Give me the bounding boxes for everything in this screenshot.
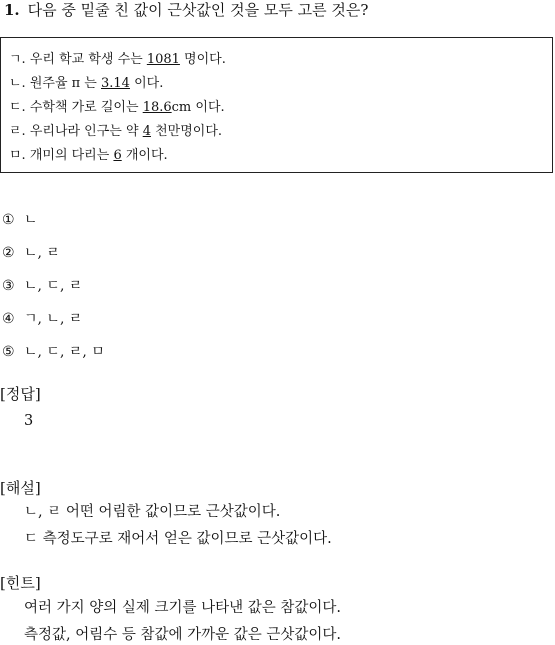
- choice-text: ㄴ, ㄹ: [24, 245, 60, 261]
- choice-option-3[interactable]: [2, 276, 82, 296]
- statement-item: [9, 99, 225, 117]
- statement-text: 이다.: [129, 76, 164, 91]
- hint-line: 측정값, 어림수 등 참값에 가까운 값은 근삿값이다.: [24, 627, 342, 643]
- underlined-value: 6: [113, 148, 122, 163]
- choice-mark: ①: [2, 212, 15, 228]
- explanation-line: ㄴ, ㄹ 어떤 어림한 값이므로 근삿값이다.: [24, 504, 281, 520]
- choice-mark: ④: [2, 311, 15, 327]
- answer-heading: [정답]: [0, 385, 41, 403]
- choice-mark: ②: [2, 245, 15, 261]
- underlined-value: 18.6: [142, 100, 172, 115]
- underlined-value: 3.14: [101, 76, 130, 91]
- statement-item: [9, 123, 222, 141]
- statement-text: ㅁ. 개미의 다리는: [9, 148, 114, 163]
- question-text: 다음 중 밑줄 친 값이 근삿값인 것을 모두 고른 것은?: [27, 1, 369, 19]
- statement-text: ㄴ. 원주율 π 는: [9, 76, 101, 91]
- choice-text: ㄴ, ㄷ, ㄹ, ㅁ: [24, 344, 105, 360]
- question-number: 1.: [4, 1, 20, 19]
- explanation-line: ㄷ 측정도구로 재어서 얻은 값이므로 근삿값이다.: [24, 531, 332, 547]
- statement-text: 명이다.: [179, 52, 226, 67]
- choice-text: ㄴ: [24, 212, 38, 228]
- choice-option-5[interactable]: [2, 342, 105, 362]
- hint-heading: [힌트]: [0, 574, 41, 592]
- choice-option-2[interactable]: [2, 243, 60, 263]
- choice-text: ㄱ, ㄴ, ㄹ: [24, 311, 83, 327]
- question-title: [4, 0, 368, 20]
- underlined-value: 4: [142, 124, 151, 139]
- statement-text: 천만명이다.: [150, 124, 223, 139]
- statement-text: 개이다.: [121, 148, 168, 163]
- statement-item: [9, 75, 163, 93]
- choice-mark: ⑤: [2, 344, 15, 360]
- answer-value: 3: [24, 413, 34, 429]
- choice-option-1[interactable]: [2, 210, 38, 230]
- statement-item: [9, 51, 226, 69]
- statement-text: ㄷ. 수학책 가로 길이는: [9, 100, 143, 115]
- explanation-heading: [해설]: [0, 479, 41, 497]
- statement-item: [9, 147, 168, 165]
- statement-box: [0, 37, 553, 173]
- statement-text: ㄱ. 우리 학교 학생 수는: [9, 52, 147, 67]
- underlined-value: 1081: [146, 52, 180, 67]
- hint-line: 여러 가지 양의 실제 크기를 나타낸 값은 참값이다.: [24, 600, 342, 616]
- choice-text: ㄴ, ㄷ, ㄹ: [24, 278, 83, 294]
- statement-text: ㄹ. 우리나라 인구는 약: [9, 124, 143, 139]
- choice-option-4[interactable]: [2, 309, 82, 329]
- choice-mark: ③: [2, 278, 15, 294]
- statement-text: cm 이다.: [171, 100, 225, 115]
